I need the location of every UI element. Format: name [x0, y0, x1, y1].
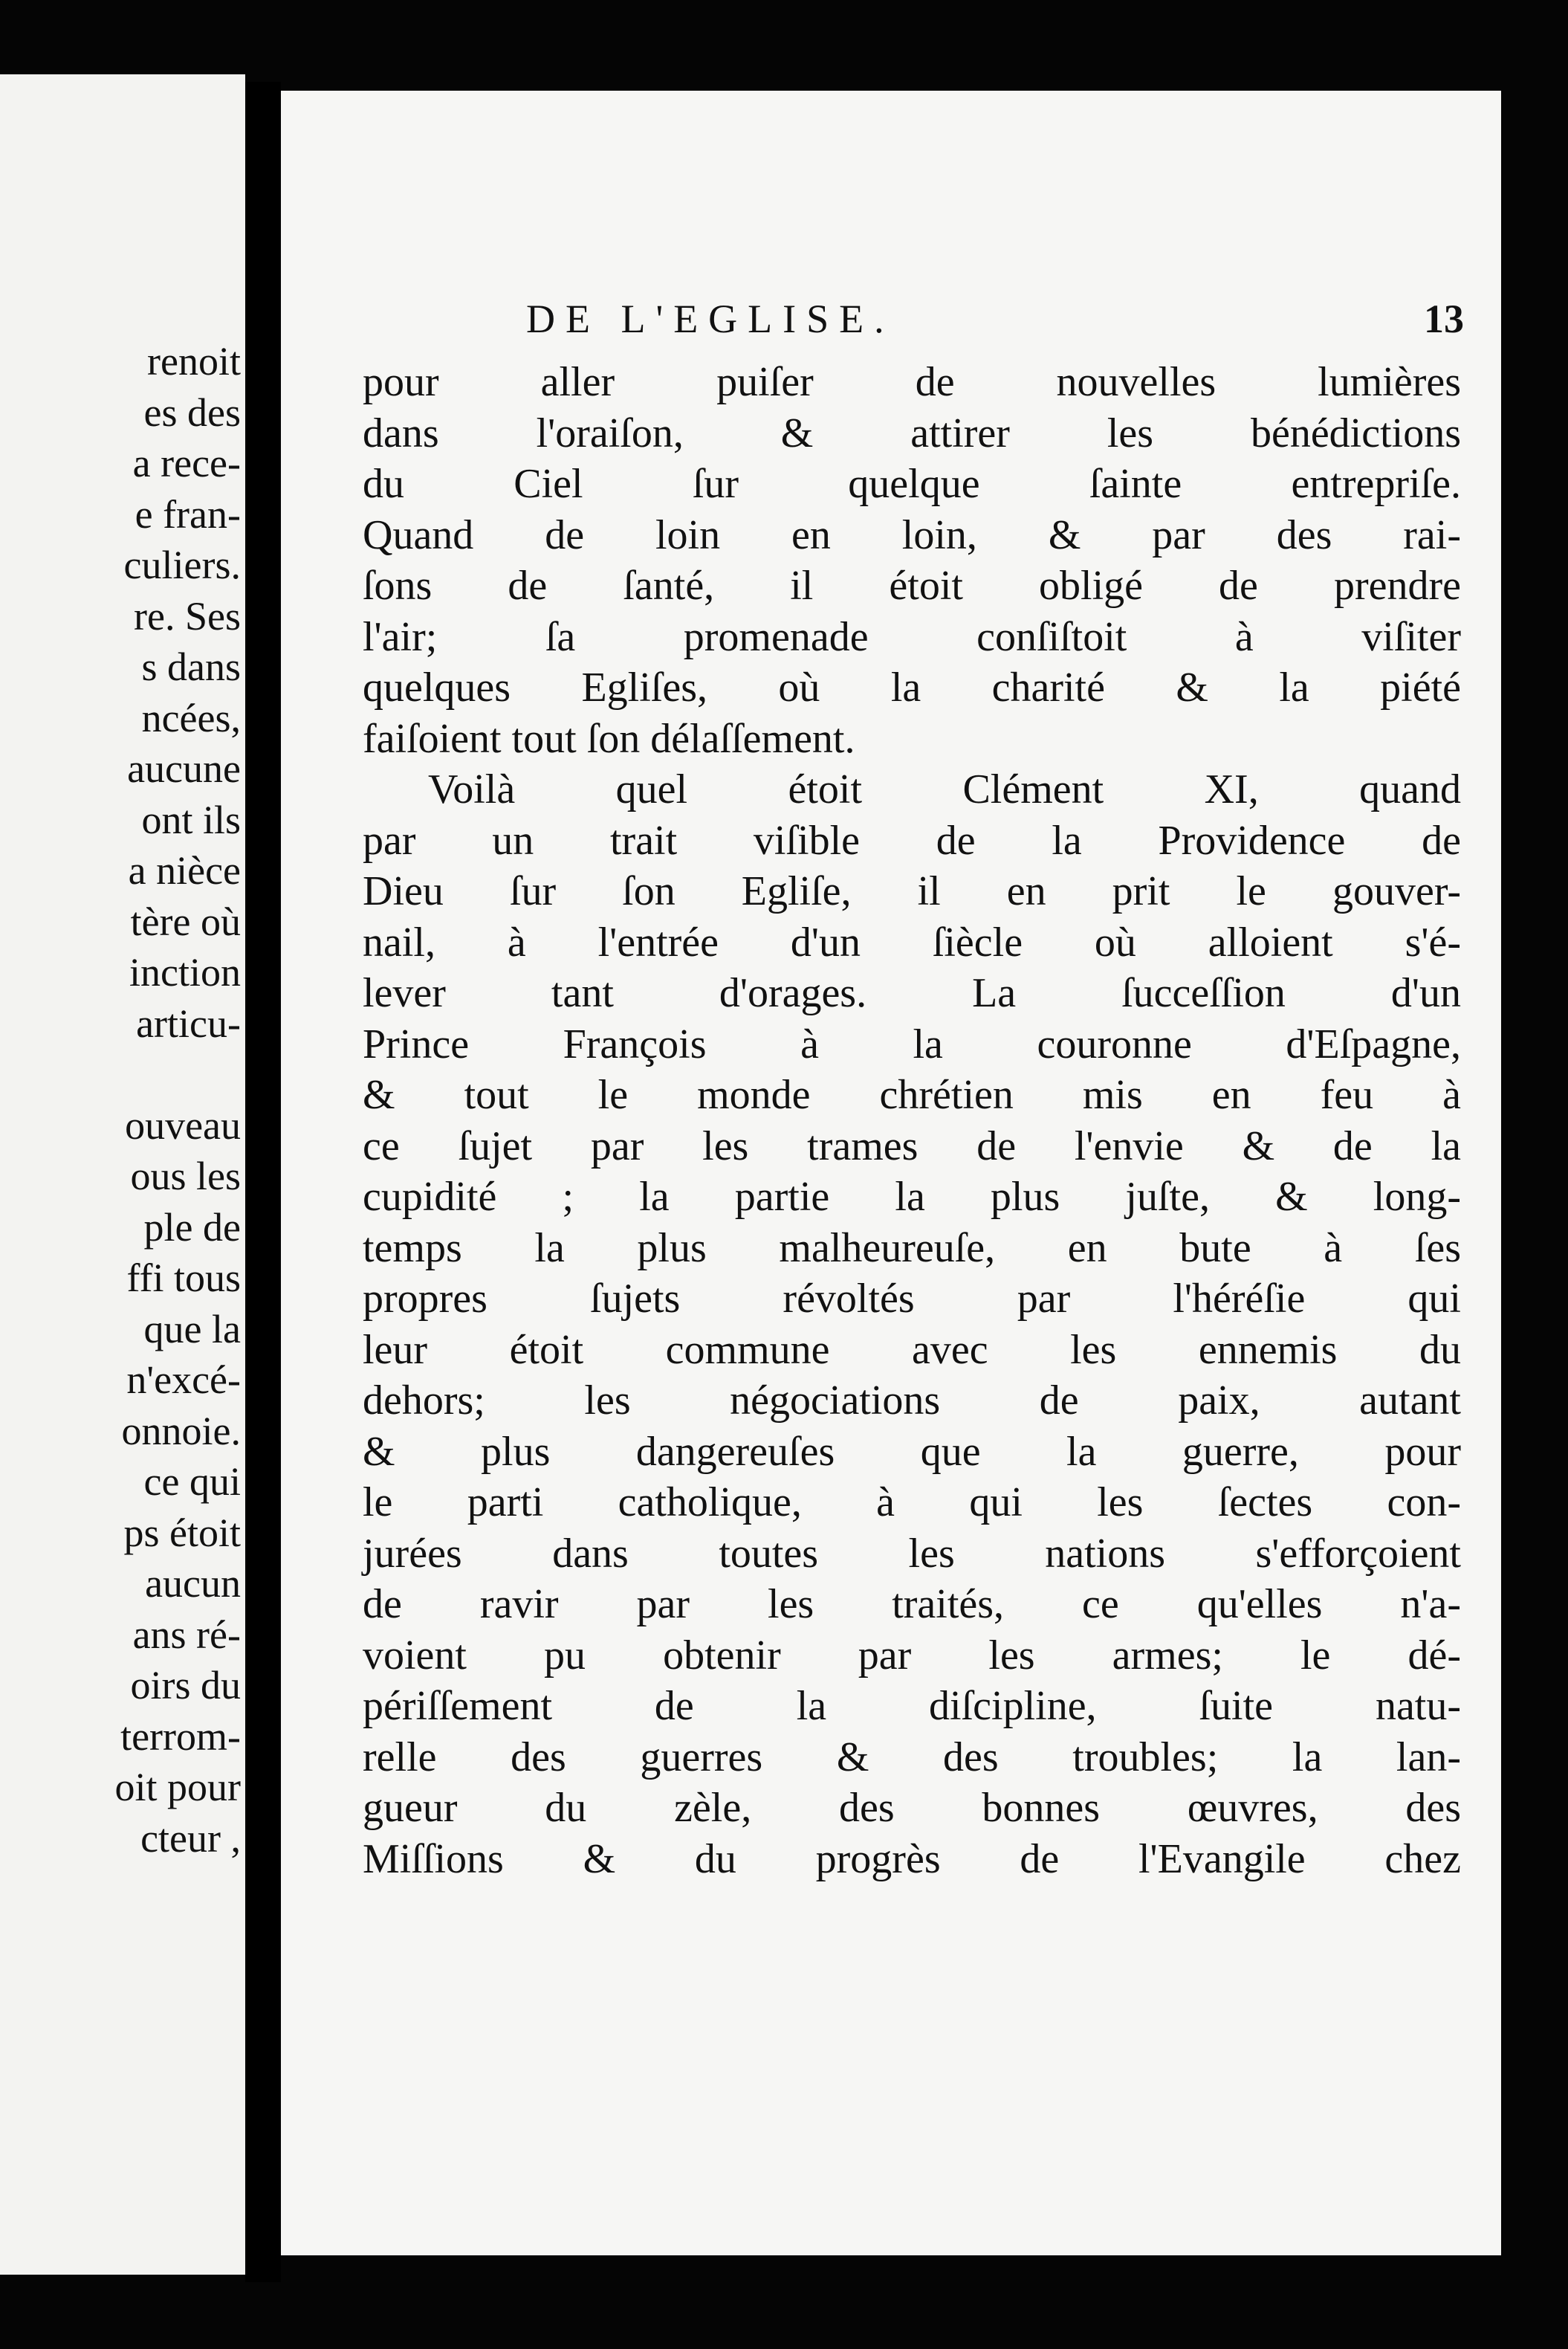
text-line: & tout le monde chrétien mis en feu à: [363, 1072, 1461, 1118]
text-line: leur étoit commune avec les ennemis du: [363, 1326, 1461, 1373]
text-line: périſſement de la diſcipline, ſuite natu-: [363, 1683, 1461, 1729]
left-page-text: [115, 336, 242, 1864]
text-line: Dieu ſur ſon Egliſe, il en prit le gouver-: [363, 868, 1461, 914]
text-line: ce ſujet par les trames de l'envie & de la: [363, 1122, 1461, 1169]
left-line: tère où: [130, 899, 241, 944]
text-line: par un trait viſible de la Providence de: [363, 817, 1461, 864]
left-line: a rece-: [132, 441, 241, 485]
text-line: le parti catholique, à qui les ſectes con-: [363, 1479, 1461, 1525]
text-line: Miſſions & du progrès de l'Evangile chez: [363, 1835, 1461, 1882]
left-line: culiers.: [123, 543, 241, 587]
left-line: re. Ses: [134, 593, 241, 639]
right-page: [281, 91, 1501, 2255]
text-line: lever tant d'orages. La ſucceſſion d'un: [363, 970, 1461, 1016]
left-line: [115, 1049, 242, 1100]
left-line: es des: [143, 390, 241, 435]
left-line: ous les: [130, 1154, 241, 1198]
text-line: propres ſujets révoltés par l'héréſie qui: [363, 1276, 1461, 1322]
text-line: jurées dans toutes les nations s'efforçoient: [363, 1530, 1461, 1577]
left-line: que la: [143, 1306, 241, 1351]
text-line: du Ciel ſur quelque ſainte entrepriſe.: [363, 461, 1461, 507]
text-line: quelques Egliſes, où la charité & la piété: [363, 665, 1461, 711]
left-line: ple de: [143, 1204, 241, 1250]
left-line: onnoie.: [121, 1408, 241, 1453]
text-line: l'air; ſa promenade conſiſtoit à viſiter: [363, 613, 1461, 660]
text-line: dans l'oraiſon, & attirer les bénédictions: [363, 410, 1461, 456]
text-line: & plus dangereuſes que la guerre, pour: [363, 1428, 1461, 1475]
text-line: voient pu obtenir par les armes; le dé-: [363, 1632, 1461, 1678]
text-line: faiſoient tout ſon délaſſement.: [363, 715, 855, 762]
left-line: ps étoit: [123, 1510, 241, 1555]
left-line: a nièce: [128, 848, 241, 893]
text-line: relle des guerres & des troubles; la lan-: [363, 1734, 1461, 1780]
running-head: [526, 296, 1464, 348]
text-line: ſons de ſanté, il étoit obligé de prendre: [363, 563, 1461, 609]
book-gutter: [245, 82, 281, 2282]
text-line: cupidité ; la partie la plus juſte, & long-: [363, 1174, 1461, 1220]
text-line: gueur du zèle, des bonnes œuvres, des: [363, 1785, 1461, 1831]
running-head-title: DE L'EGLISE.: [526, 297, 895, 341]
text-line: de ravir par les traités, ce qu'elles n'a-: [363, 1581, 1461, 1627]
left-line: oirs du: [130, 1663, 241, 1707]
left-line: n'excé-: [126, 1357, 241, 1402]
left-line: ont ils: [141, 797, 241, 842]
left-line: terrom-: [120, 1713, 241, 1759]
left-line: renoit: [147, 339, 241, 384]
text-line: Prince François à la couronne d'Eſpagne,: [363, 1021, 1461, 1067]
text-line: nail, à l'entrée d'un ſiècle où alloient s'é-: [363, 919, 1461, 966]
left-line: s dans: [141, 644, 241, 689]
text-line: pour aller puiſer de nouvelles lumières: [363, 359, 1461, 405]
text-line: Voilà quel étoit Clément XI, quand: [428, 766, 1461, 812]
text-line: dehors; les négociations de paix, autant: [363, 1377, 1461, 1424]
left-line: articu-: [136, 1001, 241, 1046]
left-line: aucune: [127, 746, 241, 791]
left-line: ce qui: [143, 1459, 241, 1504]
page-number: 13: [1424, 297, 1464, 341]
left-line: inction: [129, 950, 241, 995]
left-line: cteur ,: [140, 1815, 241, 1861]
left-line: ncées,: [141, 695, 241, 740]
body-text: [363, 357, 1461, 1884]
left-line: oit pour: [114, 1765, 241, 1809]
left-line: aucun: [145, 1561, 241, 1606]
text-line: temps la plus malheureuſe, en bute à ſes: [363, 1224, 1461, 1271]
left-line: ouveau: [125, 1102, 241, 1148]
left-line: ffi tous: [126, 1256, 241, 1300]
text-line: Quand de loin en loin, & par des rai-: [363, 511, 1461, 558]
left-line: e fran-: [135, 491, 241, 537]
left-line: ans ré-: [132, 1612, 241, 1657]
left-page: [0, 74, 245, 2275]
